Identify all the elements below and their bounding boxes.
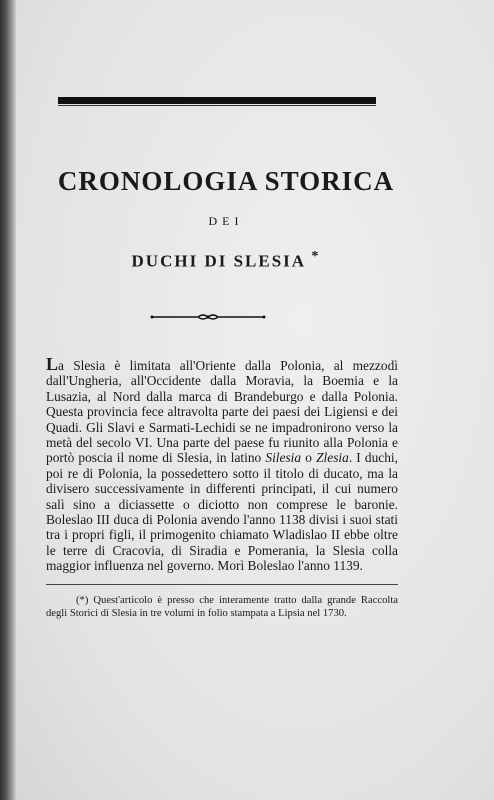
body-italic-zlesia: Zlesia [316,450,349,466]
footnote-mark: * [311,248,321,264]
book-gutter [0,0,16,800]
subtitle-duchi [16,248,436,272]
body-italic-silesia: Silesia [265,450,302,466]
subtitle-dei: DEI [208,214,244,228]
subtitle-text: DUCHI DI SLESIA [131,251,306,271]
book-page [16,0,494,800]
body-text-part3: . I duchi, poi re di Polonia, la possedettero sotto il titolo di ducato, ma la divisero successivamente in differenti principati, il cui numero salì sino a diciassette o diciotto non comprese le baronie. Boleslao III duca di Polonia avendo l'anno 1138 divisi i suoi stati tra i propri figli, il primogenito chiamato Wladislao II ebbe oltre le terre di Cracovia, di Siradia e Pomerania, la Slesia colla maggior influenza nel governo. Morì Boleslao l'anno 1139. [46,450,398,574]
body-text-part1: a Slesia è limitata all'Oriente dalla Polonia, al mezzodì dall'Ungheria, all'Occidente dalla Moravia, la Boemia e la Lusazia, al Nord dalla marca di Brandeburgo e dalla Polonia. Questa provincia fece altravolta parte dei paesi dei Ligiensi e dei Quadi. Gli Slavi e Sarmati-Lechidi se ne impadronirono verso la metà del secolo VI. Una parte del paese fu riunito alla Polonia e portò poscia il nome di Slesia, in latino [46,358,398,466]
body-text-part2: o [301,450,317,466]
footnote: (*) Quest'articolo è presso che interamente tratto dalla grande Raccolta degli Storici di Slesia in tre volumi in folio stampata a Lipsia nel 1730. [46,595,398,619]
body-paragraph [46,354,398,574]
footnote-rule [46,584,398,585]
header-rule [58,97,376,104]
ornament-divider [150,312,266,322]
drop-cap: L [46,354,59,374]
page-title: CRONOLOGIA STORICA [57,166,395,196]
